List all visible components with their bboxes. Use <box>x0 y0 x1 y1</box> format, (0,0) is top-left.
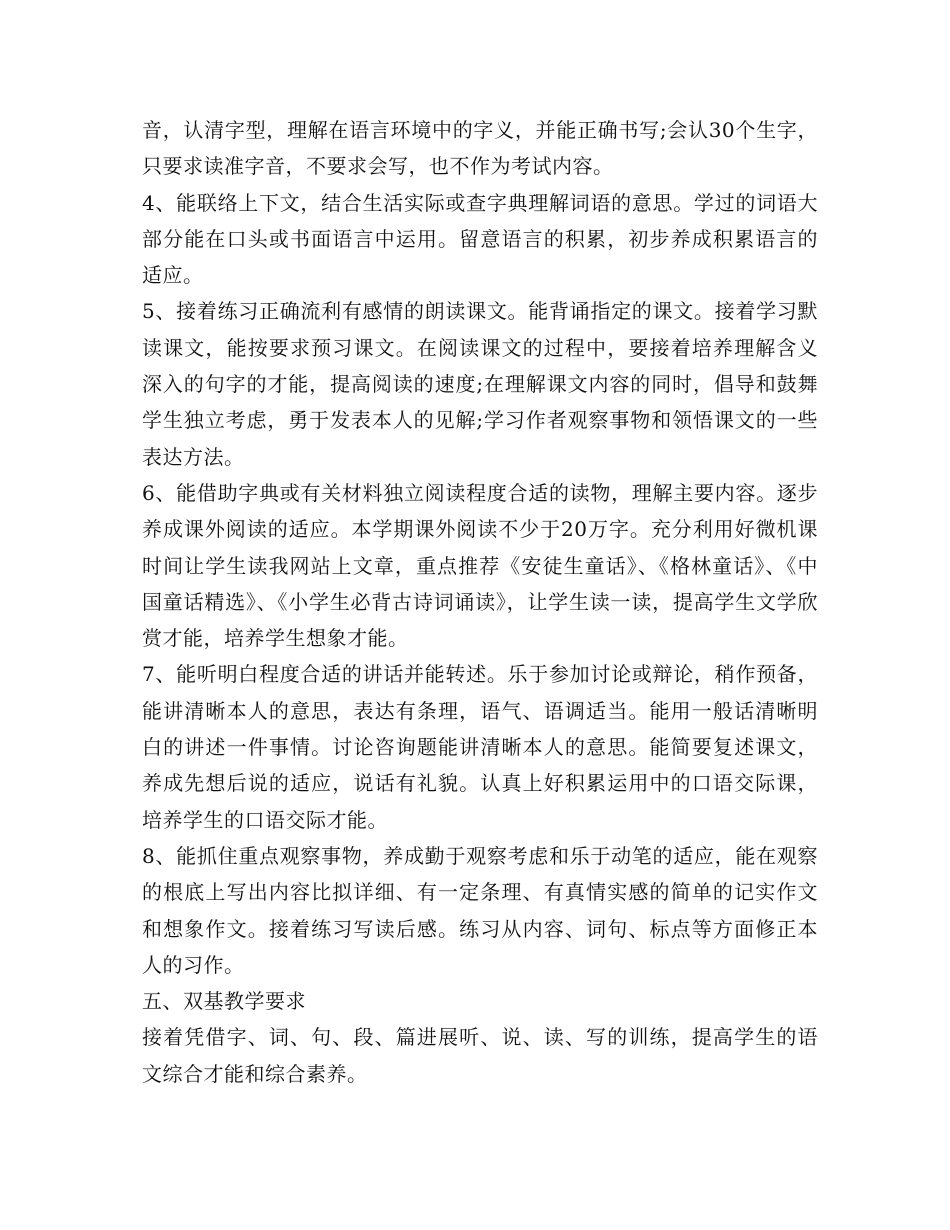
paragraph-item-8-writing: 8、能抓住重点观察事物，养成勤于观察考虑和乐于动笔的适应，能在观察的根底上写出内容比拟详细、有一定条理、有真情实感的简单的记实作文和想象作文。接着练习写读后感。练习从内容、词句、标点等方面修正本人的习作。 <box>142 843 818 977</box>
paragraph-item-5-reading: 5、接着练习正确流利有感情的朗读课文。能背诵指定的课文。接着学习默读课文，能按要求预习课文。在阅读课文的过程中，要接着培养理解含义深入的句字的才能，提高阅读的速度;在理解课文内容的同时，倡导和鼓舞学生独立考虑，勇于发表本人的见解;学习作者观察事物和领悟课文的一些表达方法。 <box>142 299 818 469</box>
paragraph-item-4-vocabulary: 4、能联络上下文，结合生活实际或查字典理解词语的意思。学过的词语大部分能在口头或书面语言中运用。留意语言的积累，初步养成积累语言的适应。 <box>142 190 818 288</box>
paragraph-item-7-oral-communication: 7、能听明白程度合适的讲话并能转述。乐于参加讨论或辩论，稍作预备，能讲清晰本人的意思，表达有条理，语气、语调适当。能用一般话清晰明白的讲述一件事情。讨论咨询题能讲清晰本人的意思。能简要复述课文，养成先想后说的适应，说话有礼貌。认真上好积累运用中的口语交际课，培养学生的口语交际才能。 <box>142 662 818 832</box>
paragraph-item-6-extracurricular-reading: 6、能借助字典或有关材料独立阅读程度合适的读物，理解主要内容。逐步养成课外阅读的适应。本学期课外阅读不少于20万字。充分利用好微机课时间让学生读我网站上文章，重点推荐《安徒生童话》、《格林童话》、《中国童话精选》、《小学生必背古诗词诵读》，让学生读一读，提高学生文学欣赏才能，培养学生想象才能。 <box>142 480 818 651</box>
document-body <box>142 112 818 1092</box>
paragraph-literacy-continued: 音，认清字型，理解在语言环境中的字义，并能正确书写;会认30个生字，只要求读准字音，不要求会写，也不作为考试内容。 <box>142 118 818 179</box>
section-heading-5: 五、双基教学要求 <box>142 989 306 1014</box>
paragraph-section-5-body: 接着凭借字、词、句、段、篇进展听、说、读、写的训练，提高学生的语文综合才能和综合素养。 <box>142 1025 818 1086</box>
